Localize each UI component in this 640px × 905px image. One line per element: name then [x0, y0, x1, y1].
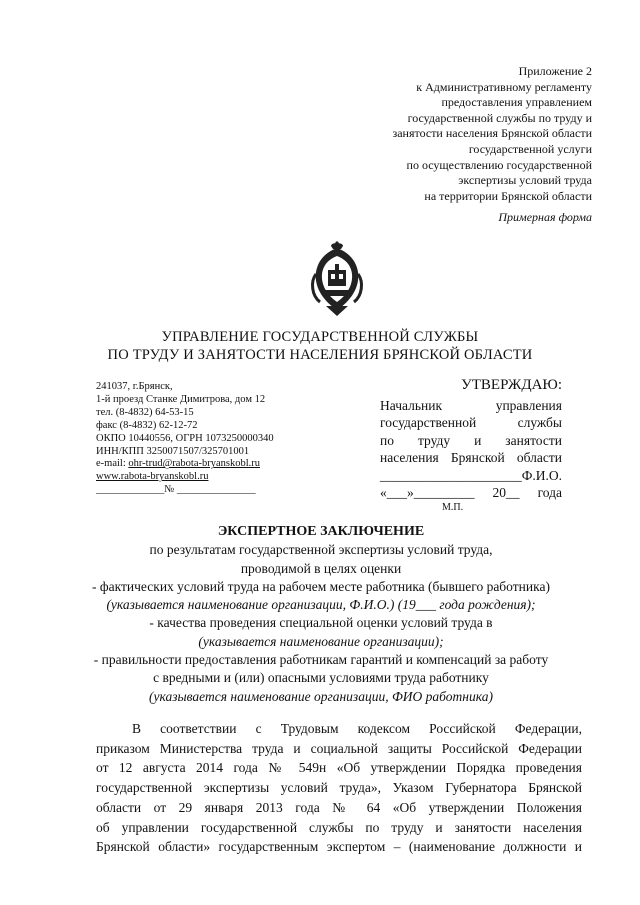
- address-line: ИНН/КПП 3250071507/325701001: [96, 445, 250, 457]
- address-line: 1-й проезд Станке Димитрова, дом 12: [96, 393, 266, 405]
- form-note: Примерная форма: [498, 210, 592, 224]
- organization-name: [0, 328, 640, 364]
- approval-line: Начальник управления: [380, 397, 562, 413]
- conclusion-line: - правильности предоставления работникам гарантий и компенсаций за работу: [93, 652, 549, 668]
- conclusion-line: по результатам государственной экспертизы условий труда,: [149, 542, 493, 558]
- appendix-header: [292, 64, 592, 204]
- approval-heading: УТВЕРЖДАЮ:: [461, 377, 562, 393]
- appendix-line: на территории Брянской области: [424, 188, 592, 203]
- approval-signature-line: _____________________Ф.И.О.: [380, 467, 563, 483]
- address-line: факс (8-4832) 62-12-72: [96, 419, 198, 431]
- email-line: [96, 458, 326, 471]
- conclusion-line: проводимой в целях оценки: [240, 560, 402, 576]
- conclusion-line: - фактических условий труда на рабочем месте работника (бывшего работника): [92, 578, 550, 594]
- address-line: ОКПО 10440556, ОГРН 1073250000340: [96, 432, 274, 444]
- approval-line: населения Брянской области: [380, 450, 562, 465]
- stamp-place: М.П.: [442, 501, 464, 513]
- body-line: государственной экспертизы условий труда», Указом Губернатора Брянской: [96, 780, 582, 796]
- website-link[interactable]: www.rabota-bryanskobl.ru: [96, 471, 209, 483]
- body-paragraph: [96, 719, 582, 857]
- body-line: от 12 августа 2014 года № 549н «Об утверждении Порядка проведения: [96, 760, 582, 776]
- body-line: приказом Министерства труда и социальной защиты Российской Федерации: [96, 740, 582, 756]
- body-line: об управлении государственной службы по труду и занятости населения: [96, 819, 582, 835]
- appendix-line: Приложение 2: [518, 64, 592, 78]
- approval-block: [380, 377, 562, 514]
- email-prefix: e-mail:: [96, 458, 129, 470]
- number-line: _____________№ _______________: [96, 484, 256, 496]
- approval-line: государственной службы: [380, 415, 562, 430]
- appendix-line: экспертизы условий труда: [458, 173, 592, 188]
- conclusion-line: с вредными и (или) опасными условиями труда работнику: [153, 670, 489, 686]
- body-line: области от 29 января 2013 года № 64 «Об утверждении Положения: [96, 799, 582, 815]
- conclusion-line: (указывается наименование организации);: [198, 633, 444, 649]
- appendix-line: занятости населения Брянской области: [392, 126, 592, 141]
- address-line: 241037, г.Брянск,: [96, 381, 173, 392]
- approval-date-line: «___»_________ 20__ года: [380, 485, 562, 500]
- conclusion-heading: [76, 523, 566, 706]
- org-line-1: УПРАВЛЕНИЕ ГОСУДАРСТВЕННОЙ СЛУЖБЫ: [161, 329, 479, 345]
- appendix-line: государственной службы по труду и: [407, 110, 592, 125]
- address-line: тел. (8-4832) 64-53-15: [96, 406, 194, 418]
- conclusion-line: - качества проведения специальной оценки условий труда в: [149, 615, 493, 631]
- org-line-2: ПО ТРУДУ И ЗАНЯТОСТИ НАСЕЛЕНИЯ БРЯНСКОЙ ОБЛАСТИ: [107, 347, 533, 363]
- appendix-line: государственной услуги: [468, 141, 592, 156]
- conclusion-line: (указывается наименование организации, Ф.И.О.) (19___ года рождения);: [106, 597, 536, 613]
- approval-line: по труду и занятости: [380, 432, 562, 448]
- appendix-line: предоставления управлением: [441, 95, 592, 110]
- email-link[interactable]: ohr-trud@rabota-bryanskobl.ru: [128, 458, 261, 470]
- bryansk-coat-of-arms-icon: [302, 240, 372, 320]
- address-block: [96, 381, 326, 497]
- body-line: В соответствии с Трудовым кодексом Российской Федерации,: [132, 721, 582, 736]
- conclusion-line: (указывается наименование организации, ФИО работника): [149, 688, 493, 704]
- conclusion-title: ЭКСПЕРТНОЕ ЗАКЛЮЧЕНИЕ: [217, 524, 425, 539]
- body-line: Брянской области» государственным экспертом – (наименование должности и: [96, 839, 582, 855]
- appendix-line: по осуществлению государственной: [406, 157, 592, 172]
- appendix-line: к Административному регламенту: [416, 79, 592, 94]
